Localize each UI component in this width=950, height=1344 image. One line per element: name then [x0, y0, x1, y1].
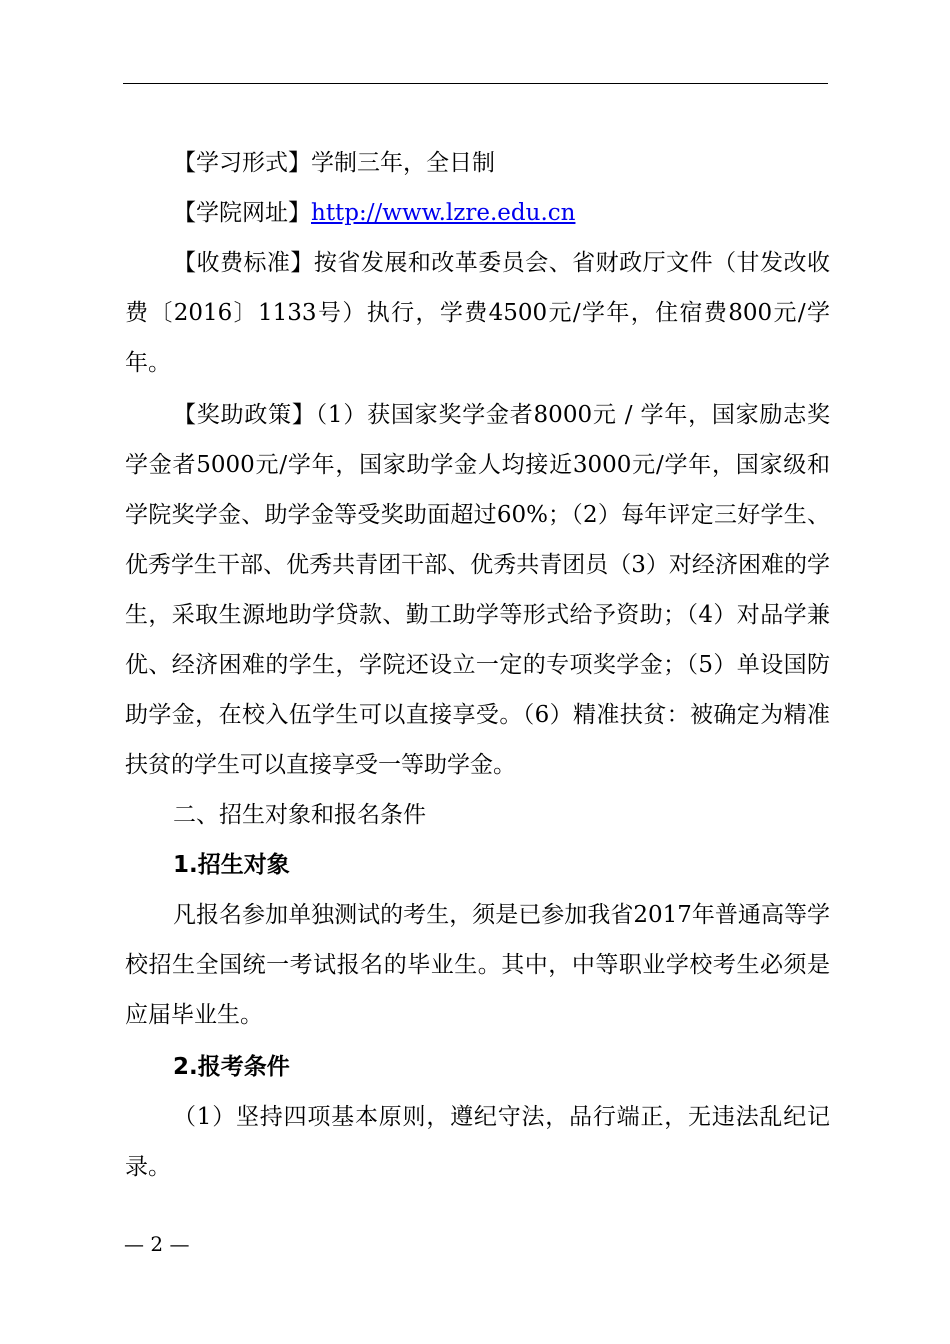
website-label: 【学院网址】: [173, 200, 311, 226]
subsection-two-heading: 2.报考条件: [173, 1054, 290, 1080]
subsection-one-heading: 1.招生对象: [173, 852, 290, 878]
condition-one-paragraph: （1）坚持四项基本原则，遵纪守法，品行端正，无违法乱纪记录。: [125, 1104, 830, 1180]
fee-paragraph: [125, 238, 830, 388]
aid-text: （1）获国家奖学金者8000元 / 学年，国家励志奖学金者5000元/学年，国家助学金人均接近3000元/学年，国家级和学院奖学金、助学金等受奖助面超过60%；（2）每年评定三好学生、优秀学生干部、优秀共青团干部、优秀共青团员（3）对经济困难的学生，采取生源地助学贷款、勤工助学等形式给予资助；（4）对品学兼优、经济困难的学生，学院还设立一定的专项奖学金；（5）单设国防助学金，在校入伍学生可以直接享受。（6）精准扶贫：被确定为精准扶贫的学生可以直接享受一等助学金。: [125, 402, 830, 778]
aid-label: 【奖助政策】: [173, 402, 316, 428]
website-paragraph: [125, 188, 830, 238]
fee-text: 按省发展和改革委员会、省财政厅文件（甘发改收费〔2016〕1133号）执行，学费4500元/学年，住宿费800元/学年。: [125, 250, 831, 376]
section-two-heading: 二、招生对象和报名条件: [173, 802, 426, 828]
aid-paragraph: [125, 390, 830, 790]
header-rule: [123, 83, 828, 84]
study-form-label: 【学习形式】: [173, 150, 311, 176]
document-body: [125, 138, 830, 1192]
subsection-one-paragraph: 凡报名参加单独测试的考生，须是已参加我省2017年普通高等学校招生全国统一考试报名的毕业生。其中，中等职业学校考生必须是应届毕业生。: [125, 902, 830, 1028]
fee-label: 【收费标准】: [173, 250, 314, 276]
website-link[interactable]: http://www.lzre.edu.cn: [311, 200, 576, 226]
page-number: — 2 —: [124, 1232, 190, 1256]
study-form-text: 学制三年，全日制: [311, 150, 495, 176]
study-form-paragraph: [125, 138, 830, 188]
